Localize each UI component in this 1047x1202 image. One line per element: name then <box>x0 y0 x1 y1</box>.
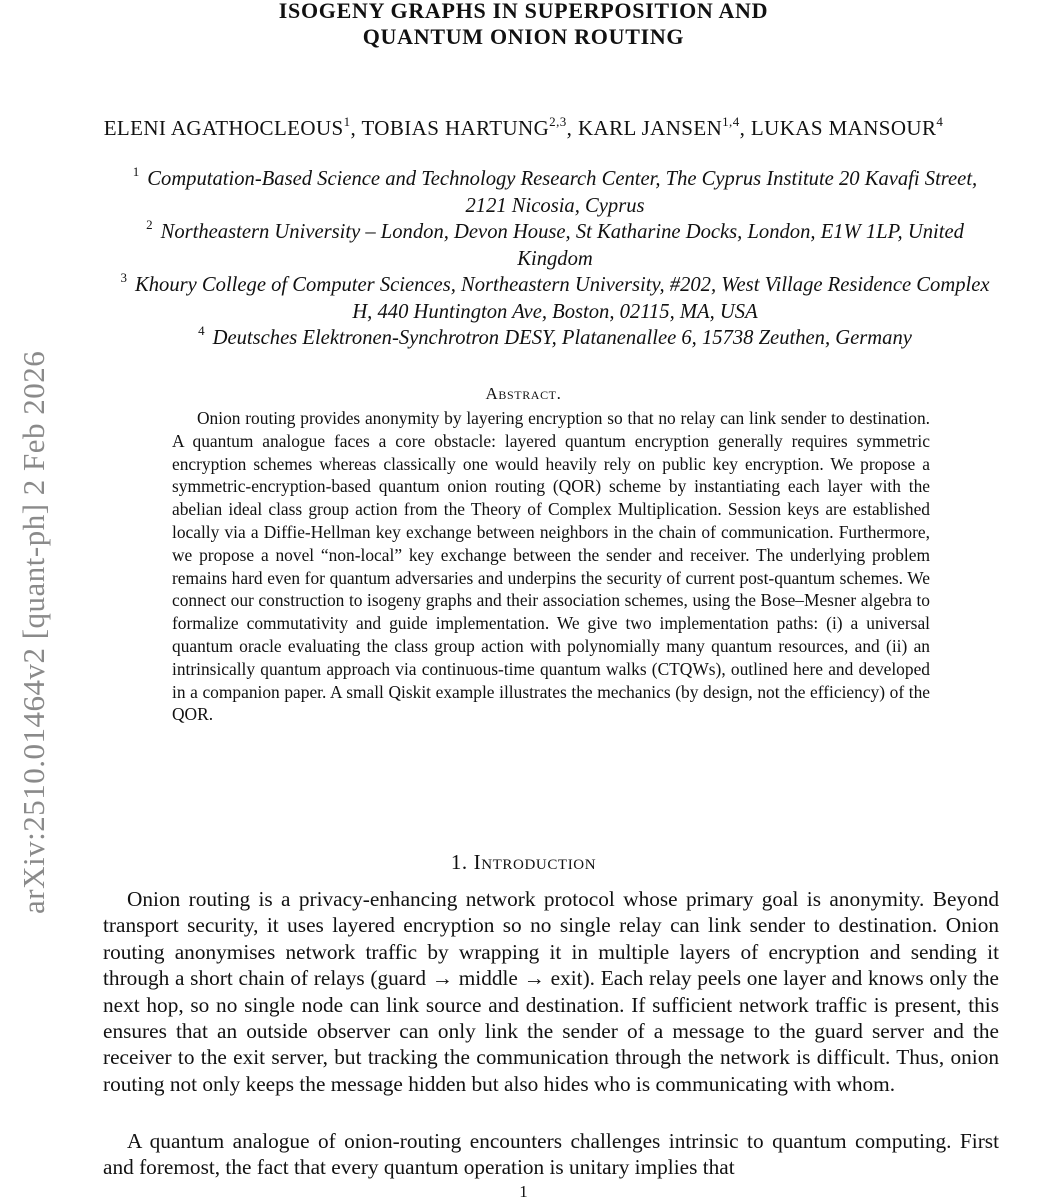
abstract-heading: Abstract. <box>485 384 562 403</box>
affiliation-text: Northeastern University – London, Devon House, St Katharine Docks, London, E1W 1LP, United Kingdom <box>160 221 964 270</box>
author-separator: , <box>739 116 751 140</box>
author-name: TOBIAS HARTUNG <box>361 116 550 140</box>
affiliation-number: 1 <box>132 164 140 179</box>
title-line-1: ISOGENY GRAPHS IN SUPERPOSITION AND <box>278 0 769 23</box>
author-name: ELENI AGATHOCLEOUS <box>103 116 344 140</box>
section-number: 1. <box>450 850 468 874</box>
author-affil-ref: 1 <box>343 114 351 129</box>
author-affil-ref: 1,4 <box>722 114 740 129</box>
affiliation-number: 2 <box>146 217 153 232</box>
affiliation <box>120 325 990 352</box>
title-line-2: QUANTUM ONION ROUTING <box>362 24 685 49</box>
author-list <box>0 116 1047 141</box>
author-affil-ref: 2,3 <box>549 114 567 129</box>
body-paragraph: A quantum analogue of onion-routing encounters challenges intrinsic to quantum computing. First and foremost, the fact that every quantum operation is unitary implies that <box>103 1129 999 1180</box>
author-affil-ref: 4 <box>936 114 944 129</box>
abstract-text: Onion routing provides anonymity by layering encryption so that no relay can link sender to destination. A quantum analogue faces a core obstacle: layered quantum encryption generally requires symmetric encryption schemes whereas classically one would heavily rely on public key encryption. We propose a symmetric-encryption-based quantum onion routing (QOR) scheme by instantiating each layer with the abelian ideal class group action from the Theory of Complex Multiplication. Session keys are established locally via a Diffie-Hellman key exchange between neighbors in the chain of communication. Furthermore, we propose a novel “non-local” key exchange between the sender and receiver. The underlying problem remains hard even for quantum adversaries and underpins the security of current post-quantum schemes. We connect our construction to isogeny graphs and their association schemes, using the Bose–Mesner algebra to formalize commutativity and guide implementation. We give two implementation paths: (i) a universal quantum oracle evaluating the class group action with polynomially many quantum resources, and (ii) an intrinsically quantum approach via continuous-time quantum walks (CTQWs), outlined here and developed in a companion paper. A small Qiskit example illustrates the mechanics (by design, not the efficiency) of the QOR. <box>172 408 930 725</box>
section-title: Introduction <box>473 850 597 874</box>
author-name: KARL JANSEN <box>577 116 723 140</box>
affiliation-text: Deutsches Elektronen-Synchrotron DESY, Platanenallee 6, 15738 Zeuthen, Germany <box>212 327 912 349</box>
author-separator: , <box>566 116 578 140</box>
affiliation-number: 4 <box>198 323 205 338</box>
affiliation <box>120 219 990 272</box>
affiliation-number: 3 <box>120 270 127 285</box>
paper-title <box>0 0 1047 50</box>
author-separator: , <box>350 116 362 140</box>
author-name: LUKAS MANSOUR <box>750 116 937 140</box>
arxiv-identifier: arXiv:2510.01464v2 [quant-ph] 2 Feb 2026 <box>16 350 51 914</box>
affiliation-list <box>120 166 990 352</box>
affiliation <box>120 166 990 219</box>
affiliation-text: Khoury College of Computer Sciences, Northeastern University, #202, West Village Residence Complex H, 440 Huntington Ave, Boston, 02115, MA, USA <box>135 274 990 323</box>
body-paragraph: Onion routing is a privacy-enhancing network protocol whose primary goal is anonymity. Beyond transport security, it uses layered encryption so no single relay can link sender to destination. Onion routing anonymises network traffic by wrapping it in multiple layers of encryption and sending it through a short chain of relays (guard → middle → exit). Each relay peels one layer and knows only the next hop, so no single node can link source and destination. If sufficient network traffic is present, this ensures that an outside observer can only link the sender of a message to the guard server and the receiver to the exit server, but tracking the communication through the network is difficult. Thus, onion routing not only keeps the message hidden but also hides who is communicating with whom. <box>103 887 999 1096</box>
affiliation-text: Computation-Based Science and Technology Research Center, The Cyprus Institute 20 Kavafi Street, 2121 Nicosia, Cyprus <box>147 168 978 217</box>
affiliation <box>120 272 990 325</box>
page-number: 1 <box>519 1182 528 1201</box>
section-heading <box>0 850 1047 875</box>
